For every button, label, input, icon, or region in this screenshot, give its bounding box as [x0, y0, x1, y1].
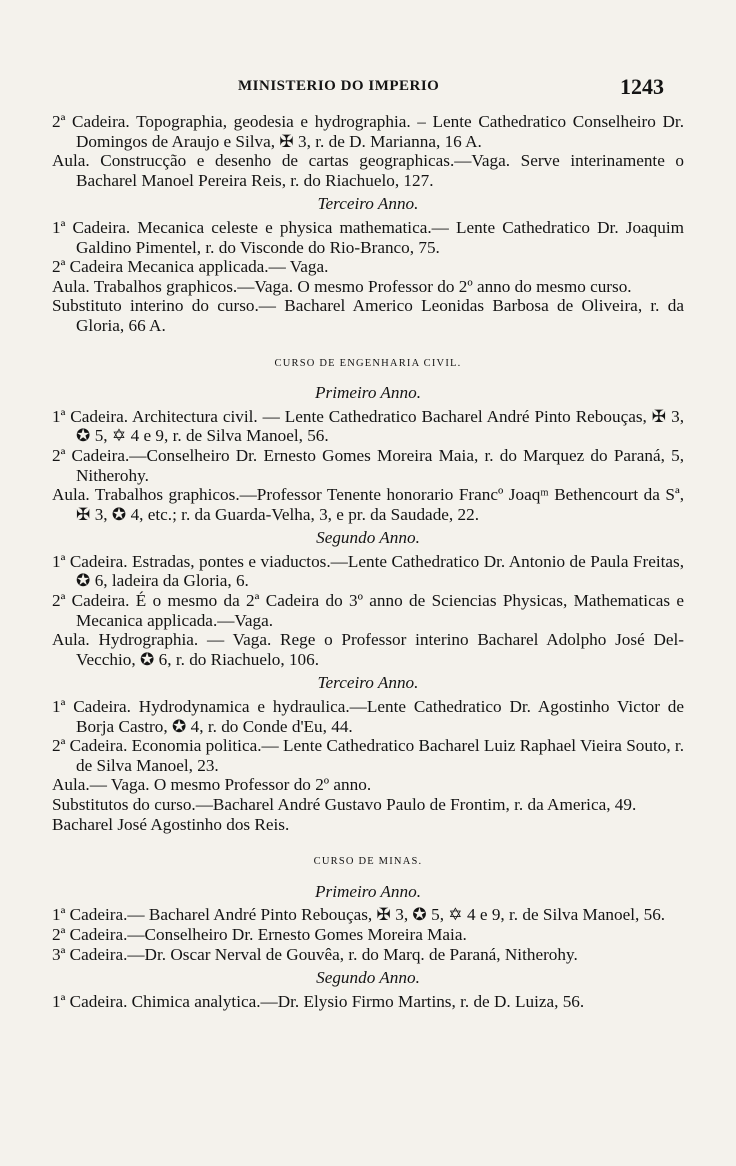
section-heading: CURSO DE MINAS.	[313, 856, 423, 868]
directory-entry: 2ª Cadeira. É o mesmo da 2ª Cadeira do 3º anno de Sciencias Physicas, Mathematicas e Mecanica applicada.—Vaga.	[52, 591, 684, 630]
directory-entry: 2ª Cadeira. Economia politica.— Lente Cathedratico Bacharel Luiz Raphael Vieira Souto, r. de Silva Manoel, 23.	[52, 736, 684, 775]
directory-entry: 1ª Cadeira. Estradas, pontes e viaductos.—Lente Cathedratico Dr. Antonio de Paula Freitas, ✪ 6, ladeira da Gloria, 6.	[52, 551, 684, 591]
directory-entry: Substituto interino do curso.— Bacharel Americo Leonidas Barbosa de Oliveira, r. da Gloria, 66 A.	[52, 296, 684, 335]
section-heading: CURSO DE ENGENHARIA CIVIL.	[274, 357, 462, 369]
year-heading: Primeiro Anno.	[315, 881, 421, 901]
directory-entry: 1ª Cadeira. Mecanica celeste e physica mathematica.— Lente Cathedratico Dr. Joaquim Galdino Pimentel, r. do Visconde do Rio-Branco, 75.	[52, 217, 684, 257]
year-heading: Terceiro Anno.	[317, 194, 419, 214]
directory-entry: Aula. Trabalhos graphicos.—Professor Tenente honorario Francº Joaqᵐ Bethencourt da Sª, ✠ 3, ✪ 4, etc.; r. da Guarda-Velha, 3, e pr. da Saudade, 22.	[52, 485, 684, 524]
directory-entry: 2ª Cadeira.—Conselheiro Dr. Ernesto Gomes Moreira Maia, r. do Marquez do Paraná, 5, Nitherohy.	[52, 445, 684, 485]
year-heading: Segundo Anno.	[316, 968, 420, 988]
page-header	[0, 72, 736, 102]
directory-entry: Aula.— Vaga. O mesmo Professor do 2º anno.	[52, 775, 372, 795]
directory-entry: 2ª Cadeira. Topographia, geodesia e hydrographia. – Lente Cathedratico Conselheiro Dr. Domingos de Araujo e Silva, ✠ 3, r. de D. Marianna, 16 A.	[52, 112, 684, 151]
directory-entry: Bacharel José Agostinho dos Reis.	[52, 814, 290, 834]
directory-entry: Aula. Hydrographia. — Vaga. Rege o Professor interino Bacharel Adolpho José Del-Vecchio, ✪ 6, r. do Riachuelo, 106.	[52, 630, 684, 669]
directory-entry: 2ª Cadeira Mecanica applicada.— Vaga.	[52, 257, 329, 277]
directory-entry: 2ª Cadeira.—Conselheiro Dr. Ernesto Gomes Moreira Maia.	[52, 924, 467, 944]
directory-entry: Aula. Trabalhos graphicos.—Vaga. O mesmo Professor do 2º anno do mesmo curso.	[52, 276, 632, 296]
directory-entry: Aula. Construcção e desenho de cartas geographicas.—Vaga. Serve interinamente o Bacharel Manoel Pereira Reis, r. do Riachuelo, 127.	[52, 151, 684, 190]
directory-entry: 1ª Cadeira.— Bacharel André Pinto Rebouças, ✠ 3, ✪ 5, ✡ 4 e 9, r. de Silva Manoel, 56.	[52, 905, 666, 925]
directory-entry: Substitutos do curso.—Bacharel André Gustavo Paulo de Frontim, r. da America, 49.	[52, 795, 637, 814]
directory-entry: 3ª Cadeira.—Dr. Oscar Nerval de Gouvêa, r. do Marq. de Paraná, Nitherohy.	[52, 944, 578, 964]
directory-entry: 1ª Cadeira. Architectura civil. — Lente Cathedratico Bacharel André Pinto Rebouças, ✠ 3, ✪ 5, ✡ 4 e 9, r. de Silva Manoel, 56.	[52, 406, 684, 446]
document-body	[52, 112, 684, 1011]
directory-entry: 1ª Cadeira. Chimica analytica.—Dr. Elysio Firmo Martins, r. de D. Luiza, 56.	[52, 991, 585, 1011]
page-number: 1243	[620, 74, 664, 99]
year-heading: Segundo Anno.	[316, 528, 420, 548]
running-title: MINISTERIO DO IMPERIO	[238, 78, 440, 94]
year-heading: Primeiro Anno.	[315, 383, 421, 403]
directory-entry: 1ª Cadeira. Hydrodynamica e hydraulica.—Lente Cathedratico Dr. Agostinho Victor de Borja Castro, ✪ 4, r. do Conde d'Eu, 44.	[52, 697, 684, 736]
year-heading: Terceiro Anno.	[317, 673, 419, 693]
